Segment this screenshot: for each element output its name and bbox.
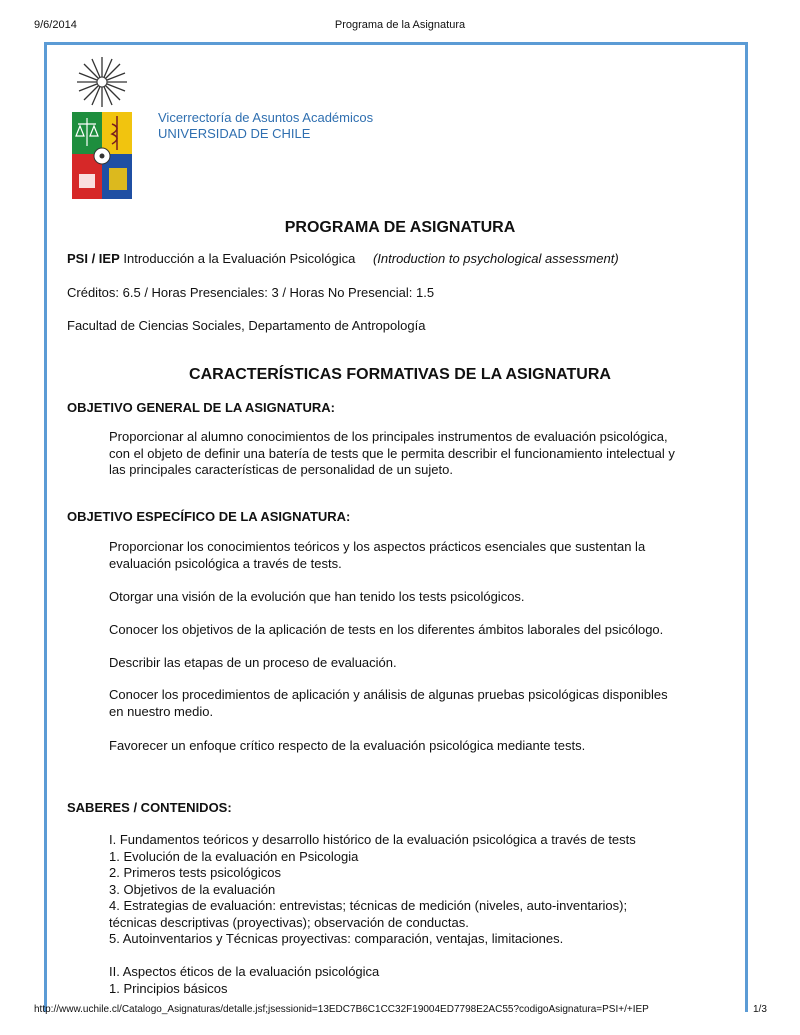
objetivo-especifico-item-5 — [109, 687, 709, 720]
institution-line-2: UNIVERSIDAD DE CHILE — [158, 126, 311, 141]
content-line: 1. Evolución de la evaluación en Psicologia — [109, 848, 359, 864]
text-line: Conocer los procedimientos de aplicación y análisis de algunas pruebas psicológicas disponibles — [109, 687, 668, 702]
print-date: 9/6/2014 — [34, 19, 77, 31]
content-line: 1. Principios básicos — [109, 980, 228, 996]
objetivo-especifico-item-6: Favorecer un enfoque crítico respecto de la evaluación psicológica mediante tests. — [109, 738, 586, 753]
content-line: 3. Objetivos de la evaluación — [109, 881, 276, 897]
course-credits: Créditos: 6.5 / Horas Presenciales: 3 / Horas No Presencial: 1.5 — [67, 285, 435, 300]
university-coat-of-arms-logo — [69, 56, 135, 201]
objetivo-general-heading: OBJETIVO GENERAL DE LA ASIGNATURA: — [67, 400, 335, 415]
saberes-content-part-2 — [109, 964, 709, 997]
saberes-heading: SABERES / CONTENIDOS: — [67, 800, 232, 815]
content-line: II. Aspectos éticos de la evaluación psicológica — [109, 964, 380, 979]
content-line: I. Fundamentos teóricos y desarrollo histórico de la evaluación psicológica a través de tests — [109, 832, 636, 847]
program-title: PROGRAMA DE ASIGNATURA — [284, 219, 516, 236]
saberes-content — [109, 832, 709, 948]
text-line: las principales características de personalidad de un sujeto. — [109, 462, 453, 477]
print-title: Programa de la Asignatura — [334, 19, 466, 31]
course-name: Introducción a la Evaluación Psicológica — [123, 251, 356, 266]
course-code: PSI / IEP — [67, 251, 120, 266]
text-line: evaluación psicológica a través de tests. — [109, 555, 342, 571]
course-line — [67, 251, 619, 266]
objetivo-especifico-item-1 — [109, 539, 709, 572]
institution-block — [158, 110, 373, 142]
objetivo-general-text — [109, 429, 709, 479]
content-line: 5. Autoinventarios y Técnicas proyectivas: comparación, ventajas, limitaciones. — [109, 931, 564, 946]
text-line: en nuestro medio. — [109, 703, 214, 719]
course-faculty: Facultad de Ciencias Sociales, Departamento de Antropología — [67, 318, 426, 333]
objetivo-especifico-item-3: Conocer los objetivos de la aplicación de tests en los diferentes ámbitos laborales del psicólogo. — [109, 622, 664, 637]
content-line: técnicas descriptivas (proyectivas); observación de conductas. — [109, 914, 469, 930]
objetivo-especifico-item-2: Otorgar una visión de la evolución que han tenido los tests psicológicos. — [109, 589, 525, 604]
content-line: 2. Primeros tests psicológicos — [109, 865, 281, 880]
footer-url: http://www.uchile.cl/Catalogo_Asignaturas/detalle.jsf;jsessionid=13EDC7B6C1CC32F19004ED7798E2AC55?codigoAsignatura=PSI+/+IEP — [34, 1004, 649, 1015]
objetivo-especifico-item-4: Describir las etapas de un proceso de evaluación. — [109, 655, 397, 670]
footer-page-number: 1/3 — [753, 1004, 767, 1015]
section-title: CARACTERÍSTICAS FORMATIVAS DE LA ASIGNATURA — [189, 366, 611, 383]
content-line: 4. Estrategias de evaluación: entrevistas; técnicas de medición (niveles, auto-inventarios); — [109, 898, 628, 913]
text-line: Proporcionar al alumno conocimientos de los principales instrumentos de evaluación psicológica, — [109, 429, 668, 444]
text-line: Proporcionar los conocimientos teóricos y los aspectos prácticos esenciales que sustentan la — [109, 539, 646, 554]
text-line: con el objeto de definir una batería de tests que le permita describir el funcionamiento intelectual y — [109, 445, 675, 461]
institution-line-1: Vicerrectoría de Asuntos Académicos — [158, 110, 374, 125]
course-name-english: (Introduction to psychological assessment) — [372, 251, 619, 266]
objetivo-especifico-heading: OBJETIVO ESPECÍFICO DE LA ASIGNATURA: — [67, 509, 351, 524]
